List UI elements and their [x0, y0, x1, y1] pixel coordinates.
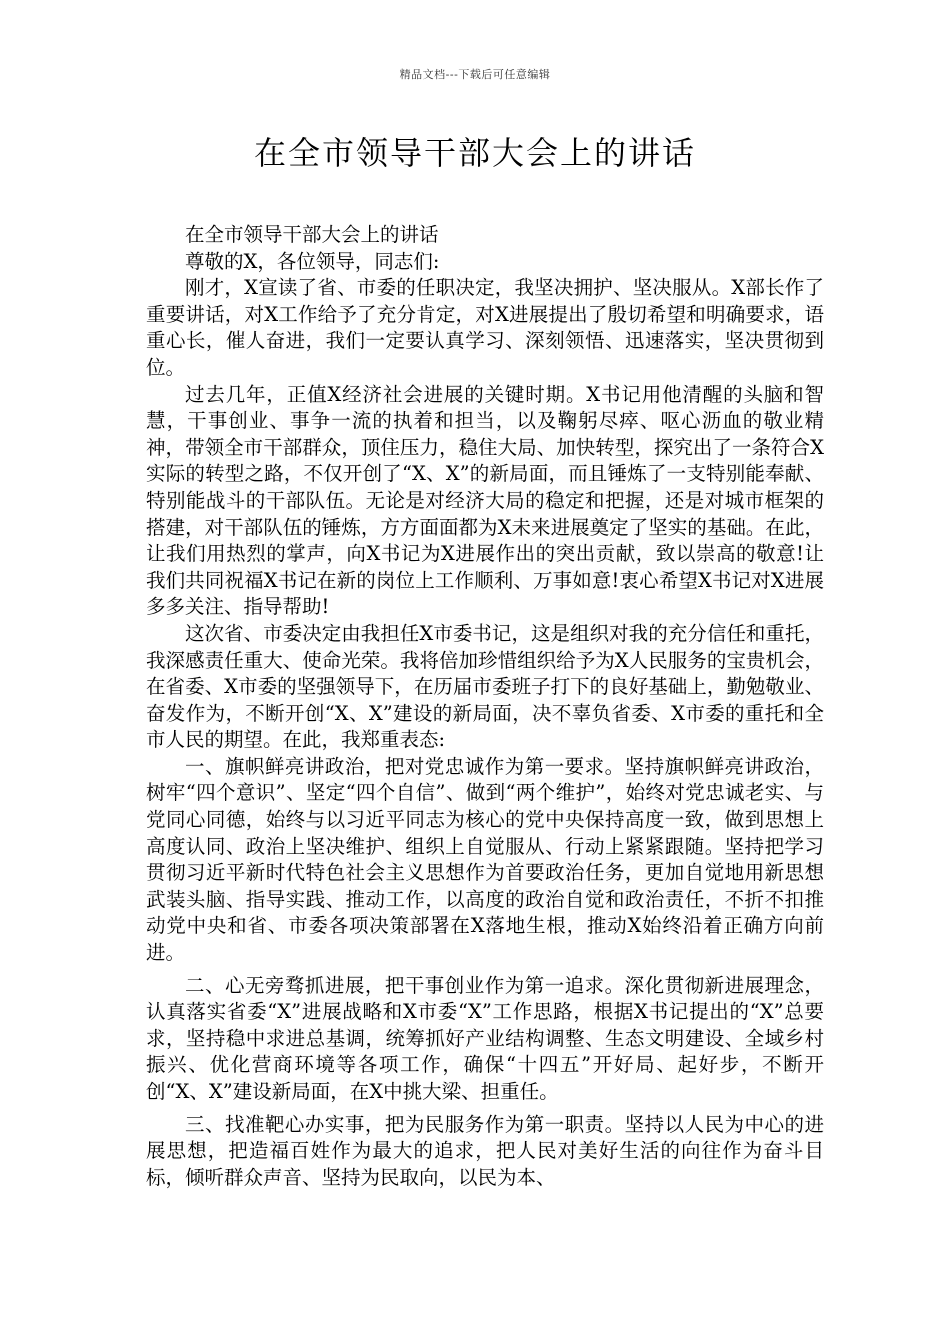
body-paragraph: 一、旗帜鲜亮讲政治，把对党忠诚作为第一要求。坚持旗帜鲜亮讲政治，树牢“四个意识”、坚定“四个自信”、做到“两个维护”，始终对党忠诚老实、与党同心同德，始终与以习近平同志为核心的党中央保持高度一致，做到思想上高度认同、政治上坚决维护、组织上自觉服从、行动上紧紧跟随。坚持把学习贯彻习近平新时代特色社会主义思想作为首要政治任务，更加自觉地用新思想武装头脑、指导实践、推动工作，以高度的政治自觉和政治责任，不折不扣推动党中央和省、市委各项决策部署在X落地生根，推动X始终沿着正确方向前进。 — [146, 754, 824, 965]
body-paragraph: 在全市领导干部大会上的讲话 — [185, 223, 439, 246]
body-paragraph: 尊敬的X，各位领导，同志们: — [185, 249, 440, 273]
body-paragraph: 刚才，X宣读了省、市委的任职决定，我坚决拥护、坚决服从。X部长作了重要讲话，对X工作给予了充分肯定，对X进展提出了殷切希望和明确要求，语重心长，催人奋进，我们一定要认真学习、深刻领悟、迅速落实，坚决贯彻到位。 — [146, 276, 824, 379]
document-title: 在全市领导干部大会上的讲话 — [253, 134, 696, 172]
header-note: 精品文档---下载后可任意编辑 — [399, 68, 551, 81]
body-paragraph: 过去几年，正值X经济社会进展的关键时期。X书记用他清醒的头脑和智慧，干事创业、事争一流的执着和担当，以及鞠躬尽瘁、呕心沥血的敬业精神，带领全市干部群众，顶住压力，稳住大局、加快转型，探究出了一条符合X实际的转型之路，不仅开创了“X、X”的新局面，而且锤炼了一支特别能奉献、特别能战斗的干部队伍。无论是对经济大局的稳定和把握，还是对城市框架的搭建，对干部队伍的锤炼，方方面面都为X未来进展奠定了坚实的基础。在此，让我们用热烈的掌声，向X书记为X进展作出的突出贡献，致以崇高的敬意!让我们共同祝福X书记在新的岗位上工作顺利、万事如意!衷心希望X书记对X进展多多关注、指导帮助! — [146, 382, 824, 619]
document-body — [146, 222, 824, 1191]
body-paragraph: 三、找准靶心办实事，把为民服务作为第一职责。坚持以人民为中心的进展思想，把造福百姓作为最大的追求，把人民对美好生活的向往作为奋斗目标，倾听群众声音、坚持为民取向，以民为本、 — [146, 1112, 824, 1189]
body-paragraph: 二、心无旁骛抓进展，把干事创业作为第一追求。深化贯彻新进展理念，认真落实省委“X”进展战略和X市委“X”工作思路，根据X书记提出的“X”总要求，坚持稳中求进总基调，统筹抓好产业结构调整、生态文明建设、全域乡村振兴、优化营商环境等各项工作，确保“十四五”开好局、起好步，不断开创“X、X”建设新局面，在X中挑大梁、担重任。 — [146, 973, 824, 1103]
body-paragraph: 这次省、市委决定由我担任X市委书记，这是组织对我的充分信任和重托，我深感责任重大、使命光荣。我将倍加珍惜组织给予为X人民服务的宝贵机会，在省委、X市委的坚强领导下，在历届市委班子打下的良好基础上，勤勉敬业、奋发作为，不断开创“X、X”建设的新局面，决不辜负省委、X市委的重托和全市人民的期望。在此，我郑重表态: — [146, 621, 824, 752]
